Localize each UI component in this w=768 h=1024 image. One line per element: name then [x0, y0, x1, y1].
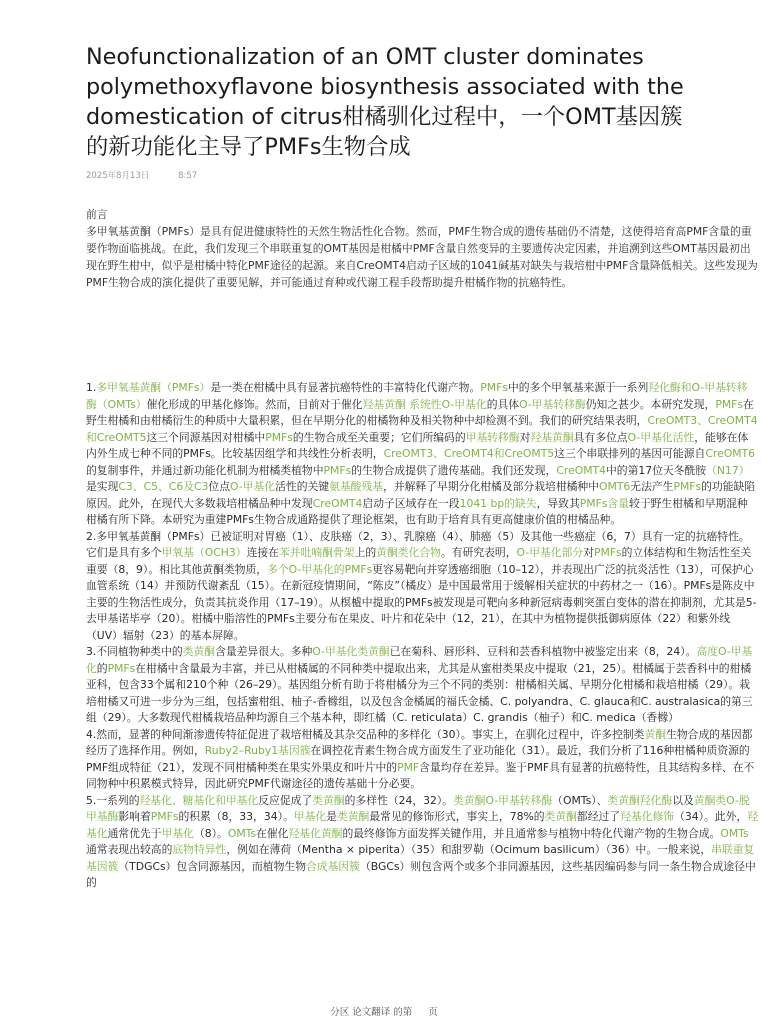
highlighted-term: 类黄酮 — [312, 793, 345, 807]
paragraph-text: 的积累（8，33，34）。 — [178, 810, 294, 823]
paragraph-text: 在调控花青素生物合成方面发生了亚功能化（31）。最近，我们分析了116种柑橘种质资源的PMF组成特征（21），发现不同柑橘种类在果实外果皮和叶片中的 — [86, 744, 750, 774]
paragraph-text: 这三个同源基因对柑橘中 — [146, 430, 266, 444]
footer-page-suffix: 页 — [428, 1007, 438, 1018]
publish-date: 2025年8月13日 — [86, 171, 150, 181]
highlighted-term: PMFs — [715, 397, 743, 411]
highlighted-term: 类黄酮羟化酶 — [607, 793, 673, 807]
highlighted-term: PMFs — [480, 381, 508, 394]
paragraph-text: 对 — [519, 430, 531, 444]
body-paragraph — [86, 644, 758, 727]
highlighted-term: 黄酮类化合物 — [376, 546, 441, 559]
highlighted-term: Ruby2–Ruby1基因簇 — [204, 744, 311, 757]
paragraph-text: ，例如在薄荷（Mentha × piperita）（35）和甜罗勒（Ocimum basilicum）（36）中。一般来说， — [226, 843, 712, 856]
paragraph-text: 连接在 — [246, 546, 279, 559]
article-title: Neofunctionalization of an OMT cluster dominates polymethoxyflavone biosynthesis associated with the domestication of citrus柑橘驯化过程中，一个OMT基因簇的新功能化主导了PMFs生物合成 — [86, 44, 684, 160]
paragraph-text: 2.多甲氧基黄酮（PMFs）已被证明对胃癌（1）、皮肤癌（2，3）、乳腺癌（4）、肺癌（5）及其他一些癌症（6，7）具有一定的抗癌特性。它们是具有多个 — [86, 529, 750, 559]
highlighted-term: （N17） — [706, 463, 750, 477]
paragraph-text: 最常见的修饰形式，事实上，78%的 — [369, 810, 545, 823]
paragraph-text: 具有多位点 — [573, 430, 628, 444]
paragraph-text: 是一类在柑橘中具有显著抗癌特性的丰富特化代谢产物。 — [210, 381, 481, 394]
highlighted-term: 甲氧基（OCH3） — [161, 546, 247, 559]
paragraph-text: 对 — [583, 546, 594, 559]
paragraph-text: 较于野生柑橘和早期混种柑橘有所下降。本研究为重建PMFs生物合成通路提供了理论框架，也有助于培育具有更高健康价值的柑橘品种。 — [86, 496, 748, 526]
paragraph-text: 的功能缺陷原因。此外，在现代大多数栽培柑橘品种中发现 — [86, 480, 756, 510]
paragraph-text: 反应促成了 — [258, 793, 313, 807]
paragraph-text: 无法产生 — [630, 480, 674, 493]
article-meta — [86, 169, 197, 181]
highlighted-term: O-甲基化 — [230, 480, 276, 493]
paragraph-text: 生物合成的基因都经历了选择作用。例如， — [86, 727, 753, 757]
publish-time: 8:57 — [178, 171, 198, 181]
paragraph-text: 在柑橘中含量最为丰富，并已从柑橘属的不同种类中提取出来，尤其是从蜜柑类果皮中提取（21，25）。柑橘属于芸香科中的柑橘亚科，包含33个属和210个种（26–29）。基因组分析有助于将柑橘分为三个不同的类别：柑橘相关属、早期分化柑橘和栽培柑橘（29）。栽培柑橘又可进一步分为三组，包括蜜柑组、柚子-香橼组，以及包含金橘属的福氏金橘、C. polyandra、C. glauca和C. australasica的第三组（29）。大多数现代柑橘栽培品种均源自三个基本种，即红橘（C. reticulata）C. grandis（柚子）和C. medica（香橼） — [86, 661, 753, 724]
paragraph-text: 仍知之甚少。本研究发现， — [585, 397, 716, 411]
highlighted-term: 类黄酮 — [336, 810, 370, 823]
highlighted-term: 羟基黄酮 系统性O-甲基化 — [362, 397, 487, 411]
highlighted-term: O-甲基化类黄酮 — [312, 645, 390, 658]
highlighted-term: 羟基化修饰 — [620, 810, 675, 823]
paragraph-text: 通常表现出较高的 — [86, 843, 173, 856]
paragraph-text: 的多样性（24，32）。 — [344, 793, 454, 807]
highlighted-term: CreOMT4 — [312, 496, 363, 510]
page-footer — [0, 1004, 768, 1018]
highlighted-term: 类黄酮 — [182, 645, 216, 658]
highlighted-term: PMFs — [323, 463, 352, 477]
highlighted-term: 类黄酮O-甲基转移酶 — [453, 793, 553, 807]
paragraph-text: 启动子区域存在一段 — [362, 496, 460, 510]
highlighted-term: 多甲氧基黄酮（PMFs） — [96, 381, 211, 394]
highlighted-term: O-甲基化部分 — [516, 546, 584, 559]
highlighted-term: CreOMT3、CreOMT4和CreOMT5 — [383, 447, 555, 460]
highlighted-term: 串联重复基因簇 — [86, 843, 755, 873]
paragraph-text: 已在菊科、唇形科、豆科和芸香科植物中被鉴定出来（8，24）。 — [389, 645, 697, 658]
preface-text: 多甲氧基黄酮（PMFs）是具有促进健康特性的天然生物活性化合物。然而，PMF生物合成的遗传基础仍不清楚，这使得培育高PMF含量的重要作物面临挑战。在此，我们发现三个串联重复的OMT基因是柑橘中PMF含量自然变异的主要遗传决定因素，并追溯到这些OMT基因最初出现在野生柑中，似乎是柑橘中特化PMF途径的起源。来自CreOMT4启动子区域的1041碱基对缺失与栽培柑中PMF含量降低相关。这些发现为PMF生物合成的演化提供了重要见解，并可能通过育种或代谢工程手段帮助提升柑橘作物的抗癌特性。 — [86, 225, 758, 290]
paragraph-text: 含量均存在差异。鉴于PMF具有显著的抗癌特性，且其结构多样、在不同物种中积累模式特异，因此研究PMF代谢途径的遗传基础十分必要。 — [86, 760, 755, 790]
paragraph-text: ，能够在体内外生成七种不同的PMFs。比较基因组学和共线性分析表明， — [86, 430, 749, 460]
highlighted-term: 合成基因簇 — [306, 859, 360, 873]
paragraph-text: （TDGCs）包含同源基因，而植物生物 — [118, 859, 306, 873]
highlighted-term: PMFs — [594, 546, 622, 559]
highlighted-term: 甲基化 — [161, 826, 194, 840]
paragraph-text: 的复制事件，并通过新功能化机制为柑橘类植物中 — [86, 463, 324, 477]
paragraph-text: 的最终修饰方面发挥关键作用，并且通常参与植物中特化代谢产物的生物合成。 — [342, 826, 721, 840]
highlighted-term: CreOMT6 — [705, 447, 755, 460]
highlighted-term: 羟基化黄酮 — [288, 826, 343, 840]
paragraph-text: 的具体 — [486, 397, 520, 411]
highlighted-term: 羟化酶和O-甲基转移酶（OMTs） — [86, 381, 748, 411]
paragraph-text: 都经过了 — [576, 810, 621, 823]
paragraph-text: （BGCs）则包含两个或多个非同源基因，这些基因编码参与同一条生物合成途径中的 — [86, 859, 756, 889]
paragraph-text: ，导致其 — [536, 496, 580, 510]
body-paragraph — [86, 727, 758, 793]
paragraph-text: 3.不同植物种类中的 — [86, 645, 183, 658]
preface-heading: 前言 — [86, 208, 108, 221]
highlighted-term: 羟基化 — [86, 810, 758, 840]
highlighted-term: PMF — [397, 760, 420, 774]
paragraph-text: ，并解释了早期分化柑橘及部分栽培柑橘种中 — [383, 480, 600, 493]
highlighted-term: 甲基化 — [293, 810, 327, 823]
paragraph-text: 以及 — [672, 793, 694, 807]
highlighted-term: 甲基转移酶 — [465, 430, 520, 444]
highlighted-term: OMTs — [227, 826, 257, 840]
highlighted-term: PMFs — [107, 661, 136, 675]
paragraph-text: 含量差异很大。多种 — [215, 645, 313, 658]
paragraph-text: （8）。 — [193, 826, 228, 840]
body-paragraph — [86, 793, 758, 892]
highlighted-term: PMFs含量 — [579, 496, 630, 510]
paragraph-text: 的生物合成提供了遗传基础。我们还发现， — [351, 463, 557, 477]
highlighted-term: 苯并吡喃酮骨架 — [278, 546, 355, 559]
paragraph-text: 是 — [326, 810, 337, 823]
highlighted-term: 底物特异性 — [172, 843, 227, 856]
highlighted-term: 类黄酮 — [544, 810, 577, 823]
paragraph-text: 在野生柑橘和由柑橘衍生的种质中大量积累，但在早期分化的柑橘物种及相关物种中却检测不到。我们的研究结果表明， — [86, 397, 754, 427]
highlighted-term: O-甲基化活性 — [627, 430, 695, 444]
highlighted-term: 多个O-甲基化的PMFs — [267, 562, 373, 576]
paragraph-text: 的 — [96, 661, 108, 675]
highlighted-term: PMFs — [150, 810, 179, 823]
paragraph-text: 1. — [86, 381, 97, 394]
paragraph-text: 活性的关键 — [275, 480, 330, 493]
paragraph-text: 中的第17位天冬酰胺 — [606, 463, 707, 477]
paragraph-text: 的生物合成至关重要；它们所编码的 — [292, 430, 466, 444]
highlighted-term: 羟基黄酮 — [530, 430, 574, 444]
highlighted-term: 黄酮 — [644, 727, 667, 741]
highlighted-term: 羟基化、糖基化和甲基化 — [139, 793, 259, 807]
highlighted-term: 氨基酸残基 — [329, 480, 384, 493]
paragraph-text: 影响着 — [118, 810, 151, 823]
highlighted-term: CreOMT4 — [556, 463, 607, 477]
paragraph-text: 上的 — [354, 546, 377, 559]
highlighted-term: PMFs — [265, 430, 293, 444]
highlighted-term: O-甲基转移酶 — [519, 397, 586, 411]
paragraph-text: 4.然而，显著的种间渐渗遗传特征促进了栽培柑橘及其杂交品种的多样化（30）。事实上，在驯化过程中，许多控制类 — [86, 727, 645, 741]
highlighted-term: 1041 bp的缺失 — [459, 496, 537, 510]
paragraph-text: 中的多个甲氧基来源于一系列 — [507, 381, 649, 394]
highlighted-term: CreOMT3、CreOMT4和CreOMT5 — [86, 414, 758, 444]
article-body — [86, 380, 758, 892]
paragraph-text: 5.一系列的 — [86, 793, 140, 807]
paragraph-text: 这三个串联排列的基因可能源自 — [554, 447, 706, 460]
paragraph-text: 位点 — [208, 480, 231, 493]
paragraph-text: （OMTs）、 — [552, 793, 608, 807]
body-paragraph — [86, 380, 758, 529]
footer-label: 分区 论文翻译 的第 — [330, 1007, 413, 1018]
highlighted-term: PMFs — [673, 480, 702, 493]
paragraph-text: 催化形成的甲基化修饰。然而，目前对于催化 — [146, 397, 363, 411]
highlighted-term: 高度O-甲基化 — [86, 645, 753, 675]
paragraph-text: 在催化 — [256, 826, 289, 840]
paragraph-text: 。有研究表明， — [440, 546, 517, 559]
paragraph-text: 更容易靶向并穿透癌细胞（10–12），并表现出广泛的抗炎活性（13），可保护心血管系统（14）并预防代谢紊乱（15）。在新冠疫情期间，“陈皮”（橘皮）是中国最常用于缓解相关症状的中药材之一（16）。PMFs是陈皮中主要的生物活性成分，负责其抗炎作用（17–19）。从榠樝中提取的PMFs被发现是可靶向多种新冠病毒刺突蛋白变体的潜在抑制剂，尤其是5-去甲基诺毕亭（20）。柑橘中脂溶性的PMFs主要分布在果皮、叶片和花朵中（12，21），在其中为植物提供抵御病原体（22）和紫外线（UV）辐射（23）的基本屏障。 — [86, 562, 757, 642]
paragraph-text: 通常优先于 — [107, 826, 162, 840]
highlighted-term: C3、C5、C6及C3 — [118, 480, 209, 493]
highlighted-term: OMTs — [720, 826, 749, 840]
body-paragraph — [86, 529, 758, 645]
highlighted-term: OMT6 — [599, 480, 631, 493]
highlighted-term: 黄酮类O-脱甲基酶 — [86, 793, 750, 823]
paragraph-text: 的立体结构和生物活性至关重要（8，9）。相比其他黄酮类物质， — [86, 546, 752, 576]
paragraph-text: （34）。此外， — [674, 810, 748, 823]
paragraph-text: 是实现 — [86, 480, 119, 493]
preface-section — [86, 206, 758, 291]
